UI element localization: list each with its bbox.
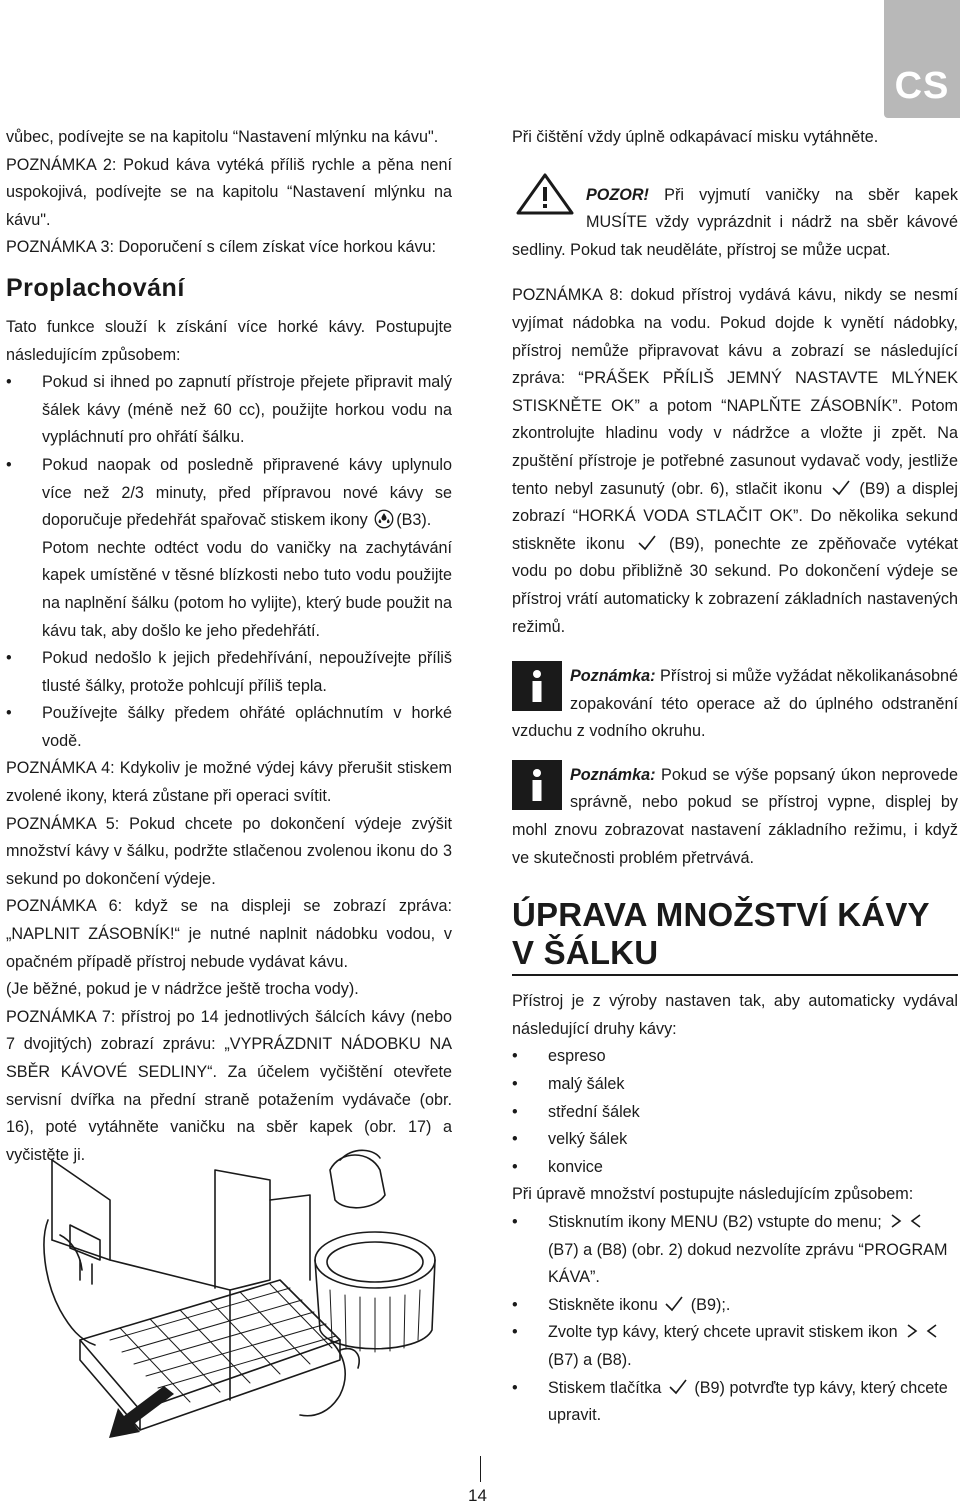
note-5: POZNÁMKA 5: Pokud chcete po dokončení výdeje zvýšit množství kávy v šálku, podržte stlačenou zvolenou ikonu do 3 sekund po dokončení výdeje.: [6, 814, 452, 888]
list-item: • malý šálek: [512, 1071, 958, 1099]
left-column: [6, 124, 452, 1169]
right-column: [512, 124, 958, 1430]
note-4: POZNÁMKA 4: Kdykoliv je možné výdej kávy přerušit stiskem zvolené ikony, která zůstane při operaci svítit.: [6, 759, 452, 806]
arrows-icon: [902, 1321, 942, 1341]
note-label: Poznámka:: [570, 765, 656, 784]
note-6-remark: (Je běžné, pokud je v nádržce ještě trocha vody).: [6, 980, 359, 999]
check-icon: [662, 1294, 686, 1314]
list-item: • Zvolte typ kávy, který chcete upravit stiskem ikon (B7) a (B8).: [512, 1319, 958, 1374]
paragraph: Při čištění vždy úplně odkapávací misku vytáhněte.: [512, 128, 879, 146]
warning-icon: [512, 172, 578, 216]
check-icon: [635, 533, 659, 553]
tips-list: [6, 369, 452, 755]
list-item: • Stiskem tlačítka (B9) potvrďte typ kávy, který chcete upravit.: [512, 1375, 958, 1430]
section-heading: ÚPRAVA MNOŽSTVÍ KÁVY V ŠÁLKU: [512, 896, 958, 976]
coffee-types-list: [512, 1043, 958, 1181]
list-item: • konvice: [512, 1154, 958, 1182]
note-2: POZNÁMKA 2: Pokud káva vytéká příliš rychle a pěna není uspokojivá, podívejte se na kapitolu “Nastavení mlýnku na kávu".: [6, 155, 452, 229]
warning-block: [512, 170, 958, 265]
steps-intro: Při úpravě množství postupujte následujícím způsobem:: [512, 1185, 914, 1204]
info-icon: [512, 760, 562, 810]
note-text: Pokud se výše popsaný úkon neprovede správně, nebo pokud se přístroj vypne, displej by mohl znovu zobrazovat nastavení základního režimu, i když ve skutečnosti problém přetrvává.: [512, 765, 958, 867]
list-item: • Používejte šálky předem ohřáté opláchnutím v horké vodě.: [6, 700, 452, 755]
page-divider: [480, 1456, 481, 1482]
info-note: [512, 659, 958, 746]
language-label: CS: [894, 65, 950, 107]
note-label: Poznámka:: [570, 667, 656, 686]
list-item: • Pokud naopak od posledně připravené kávy uplynulo více než 2/3 minuty, před přípravou nové kávy se doporučuje předehřát spařovač stiskem ikony (B3). Potom nechte odtéct vodu do vaničky na zachytávání kapek umístěné v těsné blízkosti nebo tuto vodu použijte na naplnění šálku (potom ho vylijte), který bude použit na kávu tak, aby došlo ke jeho předehřátí.: [6, 452, 452, 645]
paragraph: vůbec, podívejte se na kapitolu “Nastavení mlýnku na kávu".: [6, 128, 439, 146]
preheat-drops-icon: [372, 509, 396, 529]
warning-text: Při vyjmutí vaničky na sběr kapek MUSÍTE vždy vyprázdnit i nádrž na sběr kávové sedliny. Pokud tak neuděláte, přístroj se může ucpat.: [512, 185, 958, 259]
check-icon: [829, 478, 853, 498]
list-item: • Pokud nedošlo k jejich předehřívání, nepoužívejte příliš tlusté šálky, protože pohlcují příliš tepla.: [6, 645, 452, 700]
list-item: • velký šálek: [512, 1126, 958, 1154]
list-item: • Stisknutím ikony MENU (B2) vstupte do menu; (B7) a (B8) (obr. 2) dokud nezvolíte zprávu “PROGRAM KÁVA”.: [512, 1209, 958, 1292]
check-icon: [666, 1377, 690, 1397]
list-item: • Pokud si ihned po zapnutí přístroje přejete připravit malý šálek kávy (méně než 60 cc), použijte horkou vodu na vypláchnutí pro ohřátí šálku.: [6, 369, 452, 452]
info-note: [512, 758, 958, 872]
note-text: Přístroj si může vyžádat několikanásobné zopakování této operace až do úplného odstranění vzduchu z vodního okruhu.: [512, 667, 958, 741]
note-6: POZNÁMKA 6: když se na displeji se zobrazí zpráva: „NAPLNIT ZÁSOBNÍK!“ je nutné naplnit nádobku vodou, v opačném případě přístroj nebude vydávat kávu.: [6, 897, 452, 971]
intro-paragraph: Přístroj je z výroby nastaven tak, aby automaticky vydával následující druhy kávy:: [512, 992, 958, 1038]
list-item: • Stiskněte ikonu (B9);.: [512, 1292, 958, 1320]
page-number: 14: [468, 1486, 487, 1505]
drip-tray-illustration: [40, 1140, 440, 1490]
section-heading: Proplachování: [6, 273, 185, 302]
info-icon: [512, 661, 562, 711]
note-3: POZNÁMKA 3: Doporučení s cílem získat více horkou kávu:: [6, 238, 437, 257]
note-8: POZNÁMKA 8: dokud přístroj vydává kávu, nikdy se nesmí vyjímat nádobka na vodu. Pokud dojde k vynětí nádobky, přístroj nemůže připravovat kávu a zobrazí se následující zpráva: “PRÁŠEK PŘÍLIŠ JEMNÝ NASTAVTE MLÝNEK STISKNĚTE OK” a potom “NAPLŇTE ZÁSOBNÍK”. Potom zkontrolujte hladinu vody v nádržce a vložte ji zpět. Na zpuštění přístroje je potřebné zasunout vydavač vody, jestliže tento nebyl zasunutý (obr. 6), stlačit ikonu (B9) a displej zobrazí “HORKÁ VODA STLAČIT OK”. Do několika sekund stiskněte ikonu (B9), ponechte ze zpěňovače vytékat vodu po dobu přibližně 30 sekund. Po dokončení výdeje se přístroj vrátí automaticky k zobrazení základních nastavených režimů.: [512, 286, 959, 636]
list-item: • střední šálek: [512, 1099, 958, 1127]
warning-label: POZOR!: [586, 185, 649, 204]
arrows-icon: [886, 1211, 926, 1231]
language-tab: [884, 0, 960, 118]
steps-list: [512, 1209, 958, 1430]
intro-paragraph: Tato funkce slouží k získání více horké kávy. Postupujte následujícím způsobem:: [6, 317, 452, 364]
note-7: POZNÁMKA 7: přístroj po 14 jednotlivých šálcích kávy (nebo 7 dvojitých) zobrazí zprávu: „VYPRÁZDNIT NÁDOBKU NA SBĚR KÁVOVÉ SEDLINY“. Za účelem vyčištění otevřete servisní dvířka na přední straně potažením vydávače (obr. 16), poté vytáhněte vaničku na sběr kapek (obr. 17) a vyčistěte ji.: [6, 1007, 452, 1164]
list-item: • espreso: [512, 1043, 958, 1071]
